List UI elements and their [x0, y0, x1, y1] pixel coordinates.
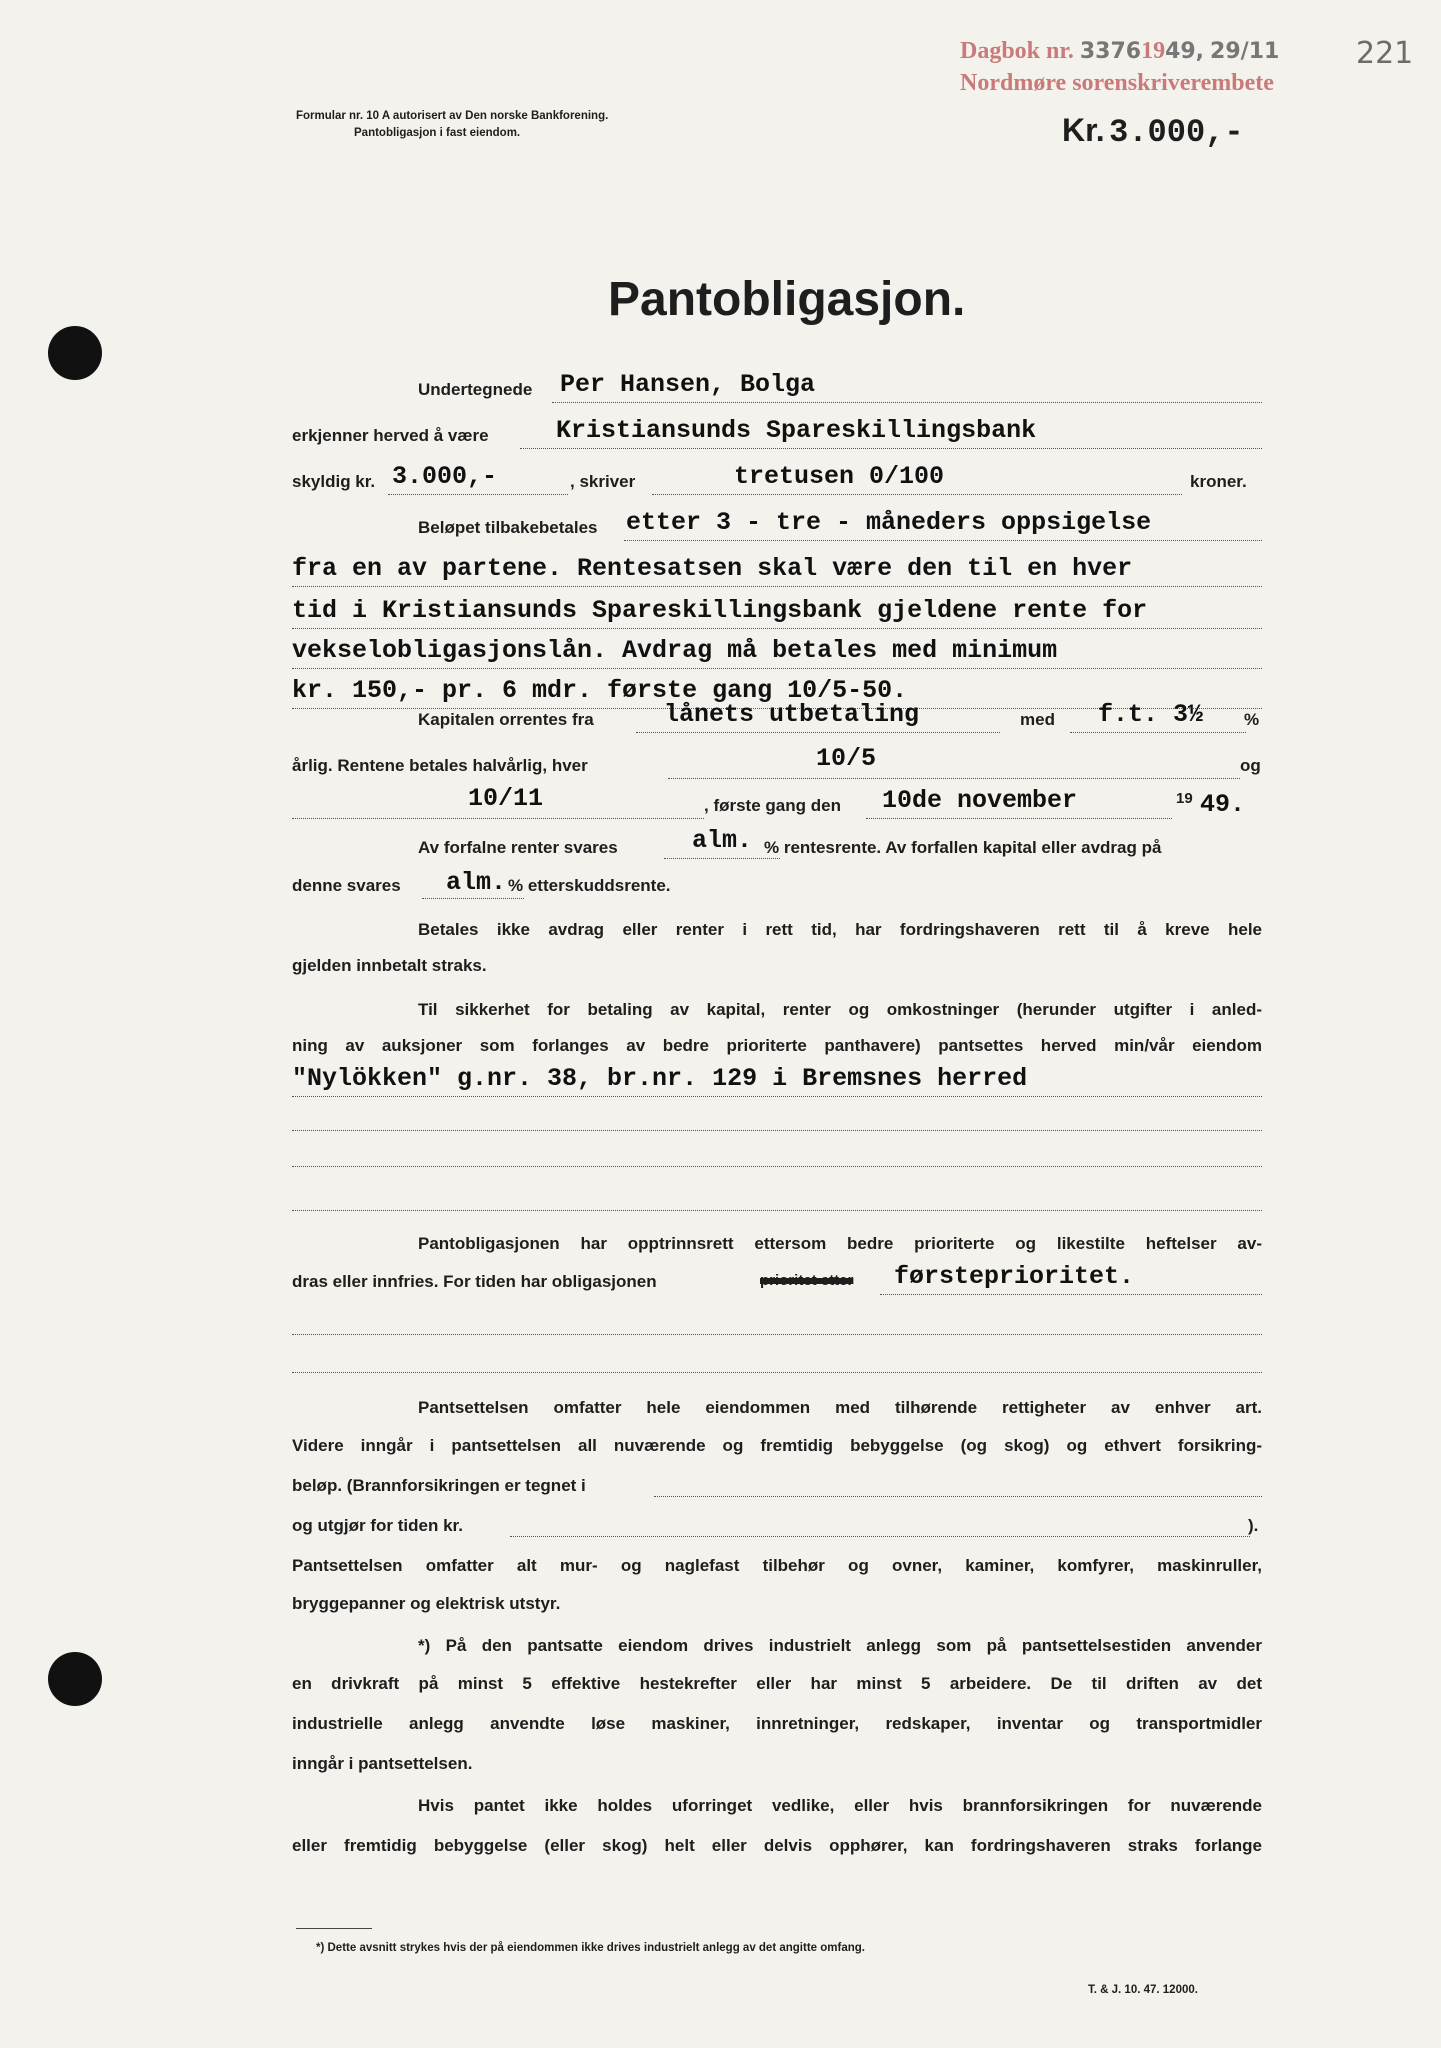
forste-line: [866, 818, 1172, 819]
prioritet-line-2: [292, 1334, 1262, 1335]
rate-value: f.t. 3½: [1098, 700, 1204, 729]
denne-value: alm.: [446, 868, 507, 897]
paragraph-vedlike-line2: eller fremtidig bebyggelse (eller skog) helt eller delvis opphører, kan fordringshaveren straks forlange: [292, 1836, 1262, 1855]
erkjenner-line: [520, 448, 1262, 449]
paragraph-tilbehor-line1: Pantsettelsen omfatter alt mur- og naglefast tilbehør og ovner, kaminer, komfyrer, maskinruller,: [292, 1556, 1262, 1575]
stamp-number: 3376: [1079, 39, 1142, 64]
paragraph-betales-line2: gjelden innbetalt straks.: [292, 956, 487, 975]
undertegnede-label: Undertegnede: [418, 380, 533, 399]
paragraph-omfatter-line4-end: ).: [1248, 1516, 1259, 1535]
property-line-2: [292, 1130, 1262, 1131]
diary-stamp: [960, 38, 1279, 65]
amount-label: Kr.: [1062, 112, 1105, 148]
denne-label: denne svares: [292, 876, 401, 895]
etterskudd-label: % etterskuddsrente.: [508, 876, 671, 895]
skriver-value: tretusen 0/100: [734, 462, 945, 491]
undertegnede-value: Per Hansen, Bolga: [560, 370, 816, 399]
terms-line-1: fra en av partene. Rentesatsen skal være den til en hver: [292, 554, 1133, 583]
paragraph-industri-line4: inngår i pantsettelsen.: [292, 1754, 473, 1773]
terms-rule-1: [292, 586, 1262, 587]
stamp-office: Nordmøre sorenskriverembete: [960, 70, 1274, 96]
skyldig-label: skyldig kr.: [292, 472, 376, 491]
property-line-1: [292, 1096, 1262, 1097]
kapitalen-label: Kapitalen orrentes fra: [418, 710, 594, 729]
date1-line: [668, 778, 1240, 779]
property-line-4: [292, 1210, 1262, 1211]
belopet-line: [624, 540, 1262, 541]
paragraph-omfatter-line4: og utgjør for tiden kr.: [292, 1516, 463, 1535]
paragraph-industri-line3: industrielle anlegg anvendte løse maskiner, innretninger, redskaper, inventar og transportmidler: [292, 1714, 1262, 1733]
date2-line: [292, 818, 704, 819]
forfalne-line: [664, 858, 780, 859]
paragraph-vedlike-line1: Hvis pantet ikke holdes uforringet vedlike, eller hvis brannforsikringen for nuværende: [418, 1796, 1262, 1815]
prioritet-value: førsteprioritet.: [894, 1262, 1135, 1291]
property-value: "Nylökken" g.nr. 38, br.nr. 129 i Bremsnes herred: [292, 1064, 1028, 1093]
paragraph-omfatter-line1: Pantsettelsen omfatter hele eiendommen med tilhørende rettigheter av enhver art.: [418, 1398, 1262, 1417]
printer-mark: T. & J. 10. 47. 12000.: [1088, 1984, 1198, 1996]
stamp-year-print: 19: [1141, 38, 1166, 64]
utgjor-line: [510, 1536, 1250, 1537]
paragraph-opptrinn-line1: Pantobligasjonen har opptrinnsrett ettersom bedre prioriterte og likestilte heftelser av-: [418, 1234, 1262, 1253]
forfalne-value: alm.: [692, 826, 753, 855]
terms-rule-2: [292, 628, 1262, 629]
paragraph-sikkerhet-line1: Til sikkerhet for betaling av kapital, renter og omkostninger (herunder utgifter i anled-: [418, 1000, 1262, 1019]
paragraph-opptrinn-line2: dras eller innfries. For tiden har obligasjonen: [292, 1272, 657, 1291]
arlig-label: årlig. Rentene betales halvårlig, hver: [292, 756, 588, 775]
erkjenner-value: Kristiansunds Spareskillingsbank: [556, 416, 1037, 445]
date1-value: 10/5: [816, 744, 877, 773]
form-header-line2: Pantobligasjon i fast eiendom.: [354, 127, 521, 139]
forfalne-label: Av forfalne renter svares: [418, 838, 618, 857]
skriver-label: , skriver: [570, 472, 636, 491]
struck-prioritet-etter: prioritet etter: [760, 1272, 854, 1289]
kapitalen-line: [636, 732, 1000, 733]
form-header: [296, 108, 608, 142]
denne-line: [422, 898, 524, 899]
document-title: Pantobligasjon.: [608, 273, 966, 326]
paragraph-industri-line2: en drivkraft på minst 5 effektive hestekrefter eller har minst 5 arbeidere. De til driften av det: [292, 1674, 1262, 1693]
skyldig-value: 3.000,-: [392, 462, 498, 491]
amount-value: 3.000,-: [1109, 114, 1244, 151]
footnote: *) Dette avsnitt strykes hvis der på eiendommen ikke drives industrielt anlegg av det angitte omfang.: [316, 1942, 865, 1954]
prioritet-line: [880, 1294, 1262, 1295]
amount-header: [1062, 112, 1244, 151]
paragraph-sikkerhet-line2: ning av auksjoner som forlanges av bedre prioriterte panthavere) pantsettes herved min/vår eiendom: [292, 1036, 1262, 1055]
form-header-line1: Formular nr. 10 A autorisert av Den norske Bankforening.: [296, 110, 609, 122]
stamp-year: 49,: [1165, 39, 1205, 64]
skriver-line: [652, 494, 1182, 495]
year-print: 19: [1176, 790, 1193, 807]
stamp-date: 29/11: [1210, 39, 1280, 64]
page-number: 221: [1356, 36, 1414, 71]
terms-line-3: vekselobligasjonslån. Avdrag må betales med minimum: [292, 636, 1058, 665]
terms-line-2: tid i Kristiansunds Spareskillingsbank gjeldene rente for: [292, 596, 1148, 625]
punch-hole-bottom: [48, 1652, 102, 1706]
paragraph-tilbehor-line2: bryggepanner og elektrisk utstyr.: [292, 1594, 561, 1613]
percent-sign: %: [1244, 710, 1260, 729]
terms-line-4: kr. 150,- pr. 6 mdr. første gang 10/5-50.: [292, 676, 908, 705]
forste-label: , første gang den: [704, 796, 841, 815]
terms-rule-3: [292, 668, 1262, 669]
paragraph-omfatter-line3: beløp. (Brannforsikringen er tegnet i: [292, 1476, 586, 1495]
med-label: med: [1020, 710, 1055, 729]
date2-value: 10/11: [468, 784, 544, 813]
year-value: 49.: [1200, 790, 1246, 819]
paragraph-industri-line1: *) På den pantsatte eiendom drives industrielt anlegg som på pantsettelsestiden anvender: [418, 1636, 1262, 1655]
stamp-prefix: Dagbok nr.: [960, 38, 1074, 64]
prioritet-line-3: [292, 1372, 1262, 1373]
belopet-value: etter 3 - tre - måneders oppsigelse: [626, 508, 1152, 537]
rate-line: [1070, 732, 1246, 733]
og-label: og: [1240, 756, 1261, 775]
rentesrente-label: % rentesrente. Av forfallen kapital eller avdrag på: [764, 838, 1162, 857]
property-line-3: [292, 1166, 1262, 1167]
kapitalen-value: lånets utbetaling: [664, 700, 920, 729]
forste-value: 10de november: [882, 786, 1078, 815]
undertegnede-line: [552, 402, 1262, 403]
brannforsikring-line: [654, 1496, 1262, 1497]
paragraph-omfatter-line2: Videre inngår i pantsettelsen all nuværende og fremtidig bebyggelse (og skog) og ethvert forsikring-: [292, 1436, 1262, 1455]
footnote-rule: [296, 1928, 372, 1929]
kroner-label: kroner.: [1190, 472, 1247, 491]
belopet-label: Beløpet tilbakebetales: [418, 518, 598, 537]
skyldig-line: [388, 494, 568, 495]
erkjenner-label: erkjenner herved å være: [292, 426, 489, 445]
paragraph-betales-line1: Betales ikke avdrag eller renter i rett tid, har fordringshaveren rett til å kreve hele: [418, 920, 1262, 939]
punch-hole-top: [48, 326, 102, 380]
